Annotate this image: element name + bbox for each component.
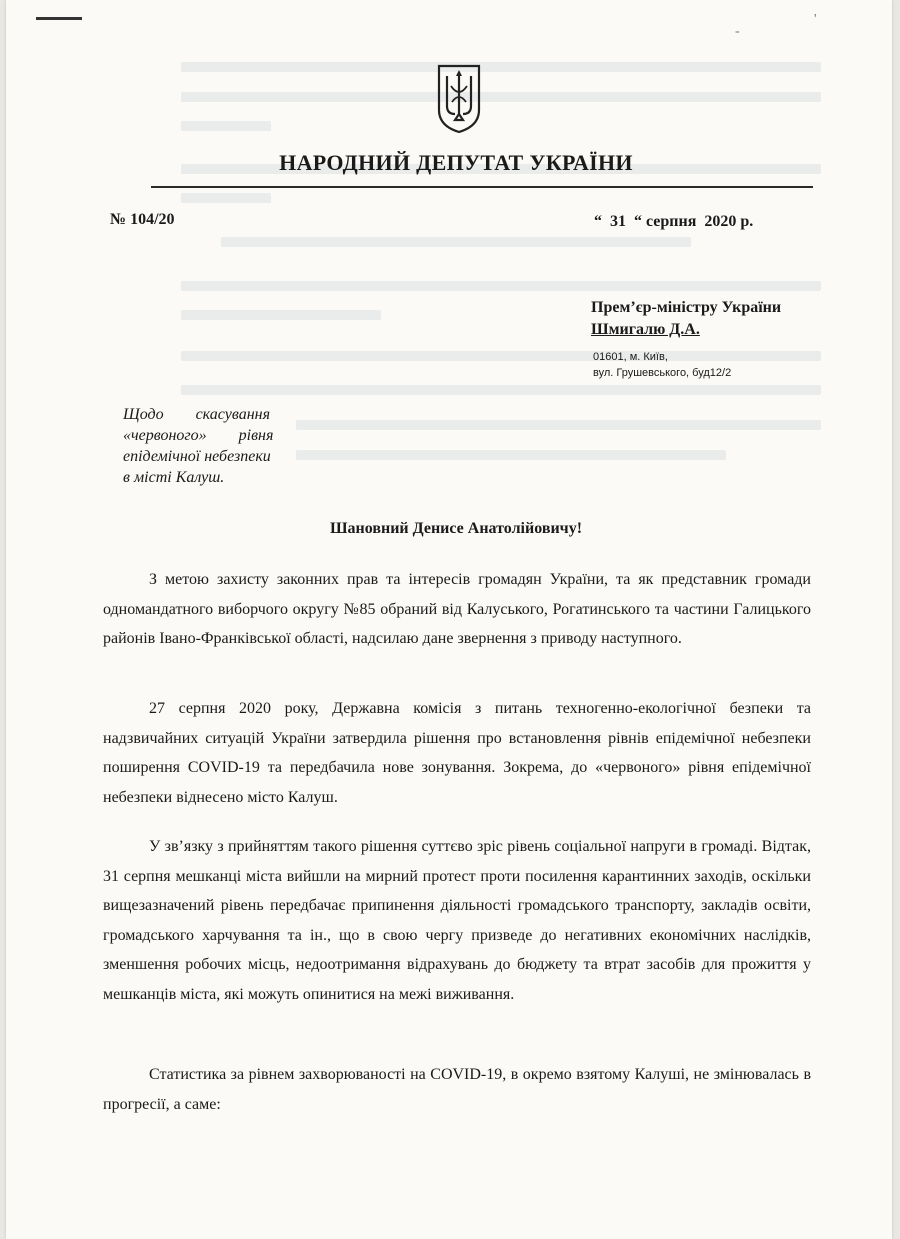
bleed-through bbox=[181, 310, 381, 320]
letterhead-title: НАРОДНИЙ ДЕПУТАТ УКРАЇНИ bbox=[279, 150, 633, 175]
subject-line: епідемічної небезпеки bbox=[123, 448, 271, 465]
bleed-through bbox=[181, 121, 271, 131]
subject-line: Щодо скасування bbox=[123, 406, 270, 423]
salutation: Шановний Денисе Анатолійовичу! bbox=[329, 520, 583, 537]
letter-date: “ 31 “ серпня 2020 р. bbox=[594, 213, 754, 230]
address-line: вул. Грушевського, буд12/2 bbox=[593, 367, 732, 379]
subject-line: «червоного» рівня bbox=[123, 427, 274, 444]
letter-subject bbox=[123, 404, 279, 488]
coat-of-arms-icon bbox=[436, 64, 482, 134]
bleed-through bbox=[296, 420, 821, 430]
reference-number: № 104/20 bbox=[110, 211, 175, 228]
bleed-through bbox=[181, 62, 821, 72]
body-paragraph: У зв’язку з прийняттям такого рішення суттєво зріс рівень соціальної напруги в громаді. Відтак, 31 серпня мешканці міста вийшли на мирний протест проти посилення карантинних заходів, оскільки вищезазначений рівень передбачає припинення діяльності громадського транспорту, закладів освіти, громадського харчування та ін., що в свою чергу призведе до негативних економічних наслідків, зменшення робочих місць, недоотримання відрахувань до бюджету та втрат засобів для прожиття у мешканців міста, які можуть опинитися на межі виживання. bbox=[103, 838, 811, 1003]
recipient-name: Шмигалю Д.А. bbox=[591, 321, 700, 338]
bleed-through bbox=[296, 450, 726, 460]
recipient-position: Прем’єр-міністру України bbox=[591, 299, 782, 316]
subject-line: в місті Калуш. bbox=[123, 469, 225, 486]
body-paragraph: Статистика за рівнем захворюваності на COVID-19, в окремо взятому Калуші, не змінювалась в прогресії, а саме: bbox=[103, 1066, 811, 1113]
edge-mark bbox=[36, 17, 82, 20]
bleed-through bbox=[181, 92, 821, 102]
body-paragraph: 27 серпня 2020 року, Державна комісія з питань техногенно-екологічної безпеки та надзвичайних ситуацій України затвердила рішення про встановлення рівнів епідемічної небезпеки поширення COVID-19 та передбачила нове зонування. Зокрема, до «червоного» рівня епідемічної небезпеки віднесено місто Калуш. bbox=[103, 700, 811, 806]
body-paragraph: З метою захисту законних прав та інтересів громадян України, та як представник громади одномандатного виборчого округу №85 обраний від Калуського, Рогатинського та частини Галицького районів Івано-Франківської області, надсилаю дане звернення з приводу наступного. bbox=[103, 571, 811, 647]
bleed-through bbox=[221, 237, 691, 247]
scan-speck: - bbox=[735, 24, 740, 39]
letterhead-rule bbox=[151, 186, 813, 188]
recipient-address bbox=[593, 349, 731, 381]
bleed-through bbox=[181, 385, 821, 395]
bleed-through bbox=[181, 193, 271, 203]
address-line: 01601, м. Київ, bbox=[593, 351, 668, 363]
bleed-through bbox=[181, 281, 821, 291]
scan-speck: ' bbox=[814, 12, 817, 27]
recipient-block bbox=[591, 297, 781, 341]
